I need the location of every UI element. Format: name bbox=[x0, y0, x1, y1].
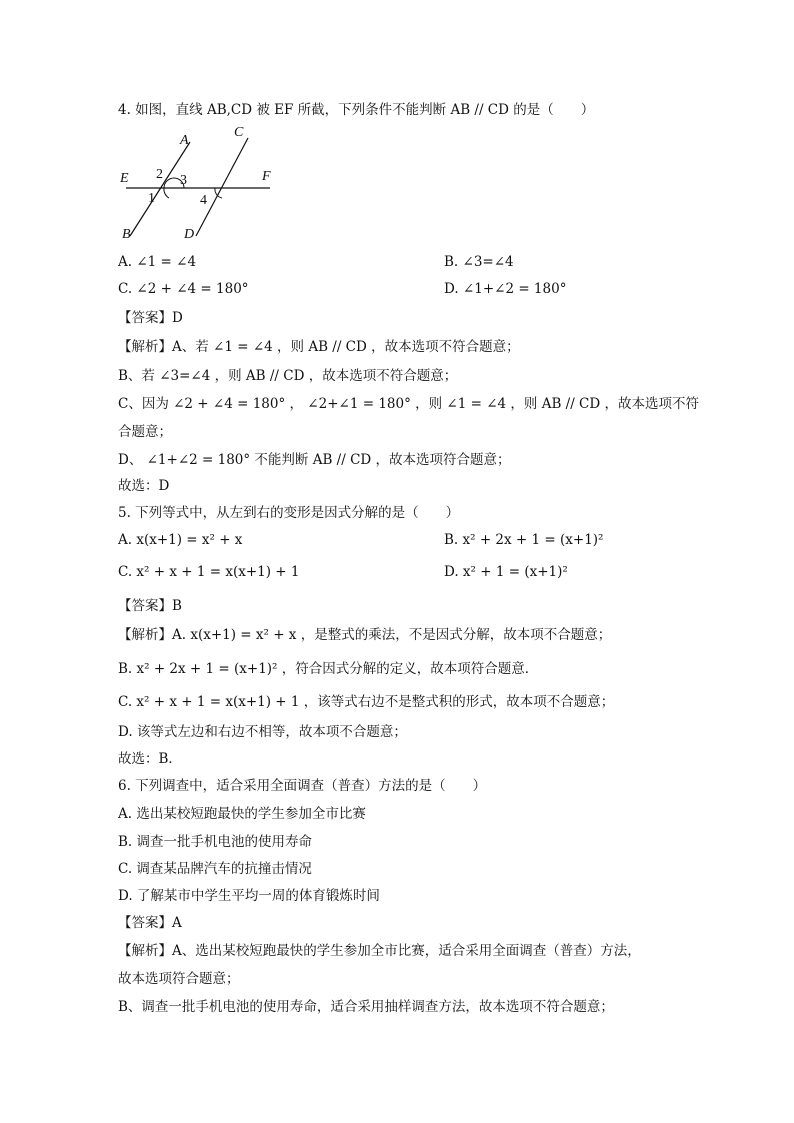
q4-figure bbox=[112, 122, 282, 244]
q5-analysis-line-3: C. x² + x + 1 = x(x+1) + 1 ，该等式右边不是整式积的形式，故本项不合题意； bbox=[118, 694, 615, 710]
label-angle-4: 4 bbox=[200, 193, 207, 208]
q5-option-b: B. x² + 2x + 1 = (x+1)² bbox=[444, 532, 604, 548]
q5-analysis-line-5: 故选：B． bbox=[118, 751, 182, 767]
label-c: C bbox=[234, 125, 244, 140]
label-b: B bbox=[122, 227, 131, 242]
q6-option-c: C. 调查某品牌汽车的抗撞击情况 bbox=[118, 861, 312, 877]
q4-option-b: B. ∠3=∠4 bbox=[444, 254, 514, 270]
q4-option-a: A. ∠1 = ∠4 bbox=[118, 254, 197, 270]
q5-analysis-line-1: 【解析】A. x(x+1) = x² + x ，是整式的乘法，不是因式分解，故本项不合题意； bbox=[118, 627, 612, 643]
line-ab bbox=[130, 142, 190, 236]
q4-analysis-line-4: 合题意； bbox=[118, 424, 172, 440]
q4-analysis-line-1: 【解析】A、若 ∠1 = ∠4 ，则 AB // CD ，故本选项不符合题意； bbox=[118, 339, 520, 355]
q4-analysis-line-5: D、 ∠1+∠2 = 180° 不能判断 AB // CD ，故本选项符合题意； bbox=[118, 452, 511, 468]
q4-answer: 【答案】D bbox=[118, 310, 183, 326]
label-d: D bbox=[184, 227, 195, 242]
label-angle-1: 1 bbox=[148, 191, 155, 206]
q5-analysis-line-4: D. 该等式左边和右边不相等，故本项不合题意； bbox=[118, 724, 407, 740]
label-a: A bbox=[180, 133, 189, 148]
q5-answer: 【答案】B bbox=[118, 598, 182, 614]
q4-option-d: D. ∠1+∠2 = 180° bbox=[444, 281, 567, 297]
angle-arc-1 bbox=[164, 188, 169, 198]
q4-analysis-line-3: C、因为 ∠2 + ∠4 = 180° ， ∠2+∠1 = 180° ，则 ∠1 = ∠4 ，则 AB // CD ，故本选项不符 bbox=[118, 396, 699, 412]
label-f: F bbox=[262, 169, 271, 184]
label-angle-3: 3 bbox=[180, 173, 187, 188]
line-cd bbox=[196, 138, 248, 236]
q5-stem: 5. 下列等式中，从左到右的变形是因式分解的是（ ） bbox=[118, 505, 460, 521]
label-angle-2: 2 bbox=[156, 167, 163, 182]
q5-option-a: A. x(x+1) = x² + x bbox=[118, 532, 243, 548]
parallel-lines-diagram bbox=[112, 122, 282, 244]
q6-option-d: D. 了解某市中学生平均一周的体育锻炼时间 bbox=[118, 888, 380, 904]
q6-answer: 【答案】A bbox=[118, 915, 182, 931]
q6-analysis-line-3: B、调查一批手机电池的使用寿命，适合采用抽样调查方法，故本选项不符合题意； bbox=[118, 999, 614, 1015]
q5-option-c: C. x² + x + 1 = x(x+1) + 1 bbox=[118, 564, 300, 580]
q4-analysis-line-2: B、若 ∠3=∠4 ，则 AB // CD ，故本选项不符合题意； bbox=[118, 368, 458, 384]
label-e: E bbox=[120, 171, 129, 186]
q6-option-a: A. 选出某校短跑最快的学生参加全市比赛 bbox=[118, 806, 366, 822]
q4-option-c: C. ∠2 + ∠4 = 180° bbox=[118, 281, 249, 297]
q6-analysis-line-2: 故本选项符合题意； bbox=[118, 971, 240, 987]
q4-analysis-line-6: 故选：D bbox=[118, 478, 170, 494]
q6-option-b: B. 调查一批手机电池的使用寿命 bbox=[118, 834, 313, 850]
q5-option-d: D. x² + 1 = (x+1)² bbox=[444, 564, 568, 580]
q4-stem: 4. 如图，直线 AB,CD 被 EF 所截，下列条件不能判断 AB // CD 的是（ ） bbox=[118, 102, 595, 118]
q5-analysis-line-2: B. x² + 2x + 1 = (x+1)² ，符合因式分解的定义，故本项符合题意． bbox=[118, 661, 539, 677]
q6-stem: 6. 下列调查中，适合采用全面调查（普查）方法的是（ ） bbox=[118, 778, 487, 794]
q6-analysis-line-1: 【解析】A、选出某校短跑最快的学生参加全市比赛，适合采用全面调查（普查）方法， bbox=[118, 943, 641, 959]
